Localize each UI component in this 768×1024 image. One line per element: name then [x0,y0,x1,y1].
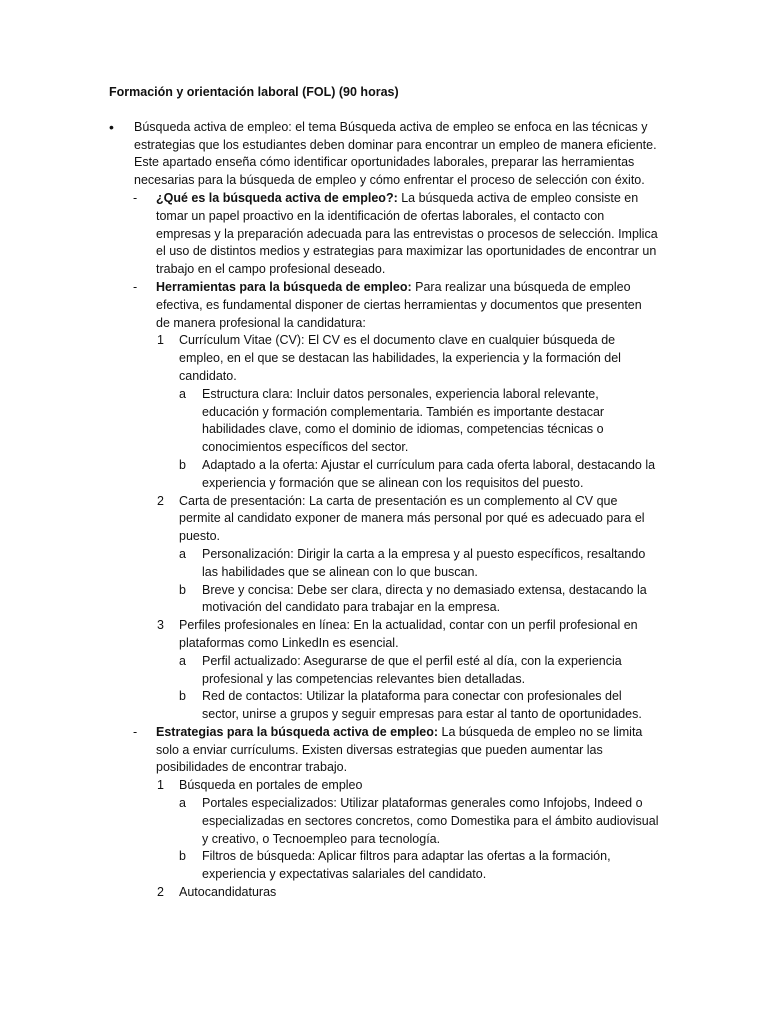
list-item [109,493,659,546]
list-item [109,688,659,724]
item-text: Búsqueda en portales de empleo [179,778,363,793]
document-title: Formación y orientación laboral (FOL) (90 horas) [109,85,399,99]
item-text: La búsqueda activa de empleo consiste en tomar un papel proactivo en la identificación de ofertas laborales, el contacto con empresas y la preparación adecuada para las entrevistas o procesos de selección. Implica el uso de distintos medios y estrategias para maximizar las oportunidades de encontrar un trabajo en el campo profesional deseado. [156,190,658,277]
item-text: Perfiles profesionales en línea: En la actualidad, contar con un perfil profesional en plataformas como LinkedIn es esencial. [179,618,638,650]
number-marker: 1 [157,778,164,793]
item-text: Autocandidaturas [179,885,277,900]
item-text: Red de contactos: Utilizar la plataforma para conectar con profesionales del sector, unirse a grupos y seguir empresas para estar al tanto de oportunidades. [202,689,642,722]
list-item [109,884,659,902]
list-item [109,279,659,332]
item-heading: ¿Qué es la búsqueda activa de empleo?: [156,190,398,205]
list-item [109,119,659,190]
item-text: Currículum Vitae (CV): El CV es el documento clave en cualquier búsqueda de empleo, en el que se destacan las habilidades, la experiencia y la formación del candidato. [179,333,621,383]
list-item [109,386,659,457]
dash-marker: - [133,279,138,294]
list-item [109,617,659,653]
letter-marker: a [179,653,186,668]
number-marker: 3 [157,618,164,633]
letter-marker: b [179,849,186,864]
item-text: Carta de presentación: La carta de presentación es un complemento al CV que permite al candidato exponer de manera más personal por qué es adecuado para el puesto. [179,493,645,544]
number-marker: 2 [157,885,164,900]
list-item [109,724,659,777]
list-item [109,795,659,848]
list-item [109,190,659,279]
dash-marker: - [133,190,138,205]
list-item [109,848,659,884]
item-heading: Herramientas para la búsqueda de empleo: [156,279,412,294]
letter-marker: b [179,582,186,597]
item-text: Filtros de búsqueda: Aplicar filtros para adaptar las ofertas a la formación, experiencia y expectativas salariales del candidato. [202,849,611,882]
document-page [109,84,659,902]
item-text: Breve y concisa: Debe ser clara, directa y no demasiado extensa, destacando la motivación del candidato para trabajar en la empresa. [202,582,647,615]
item-text: Búsqueda activa de empleo: el tema Búsqueda activa de empleo se enfoca en las técnicas y estrategias que los estudiantes deben dominar para encontrar un empleo de manera eficiente. Este apartado enseña cómo identificar oportunidades laborales, preparar las herramientas necesarias para la búsqueda de empleo y cómo enfrentar el proceso de selección con éxito. [134,119,657,188]
item-text: Portales especializados: Utilizar plataformas generales como Infojobs, Indeed o especializadas en sectores concretos, como Domestika para el ámbito audiovisual y creativo, o Tecnoempleo para tecnología. [202,796,659,846]
letter-marker: a [179,796,186,811]
item-text: Perfil actualizado: Asegurarse de que el perfil esté al día, con la experiencia profesional y las competencias relevantes bien detalladas. [202,653,622,686]
item-text: Adaptado a la oferta: Ajustar el currículum para cada oferta laboral, destacando la experiencia y formación que se alinean con los requisitos del puesto. [202,457,656,490]
item-heading: Estrategias para la búsqueda activa de empleo: [156,724,439,739]
item-text: Para realizar una búsqueda de empleo efectiva, es fundamental disponer de ciertas herramientas y documentos que presenten de manera profesional la candidatura: [156,279,642,330]
list-item [109,582,659,618]
item-text: La búsqueda de empleo no se limita solo a enviar currículums. Existen diversas estrategias que pueden aumentar las posibilidades de encontrar trabajo. [156,724,643,775]
letter-marker: a [179,546,186,561]
letter-marker: b [179,689,186,704]
list-item [109,546,659,582]
number-marker: 1 [157,333,164,348]
list-item [109,777,659,795]
letter-marker: b [179,457,186,472]
item-text: Personalización: Dirigir la carta a la empresa y al puesto específicos, resaltando las habilidades que se alinean con lo que buscan. [202,546,646,579]
list-item [109,457,659,493]
dash-marker: - [133,724,138,739]
letter-marker: a [179,386,186,401]
list-item [109,332,659,385]
bullet-marker: • [109,118,114,135]
list-item [109,653,659,689]
item-text: Estructura clara: Incluir datos personales, experiencia laboral relevante, educación y formación complementaria. También es importante destacar habilidades clave, como el dominio de idiomas, competencias técnicas o conocimientos específicos del sector. [202,386,605,455]
number-marker: 2 [157,493,164,508]
